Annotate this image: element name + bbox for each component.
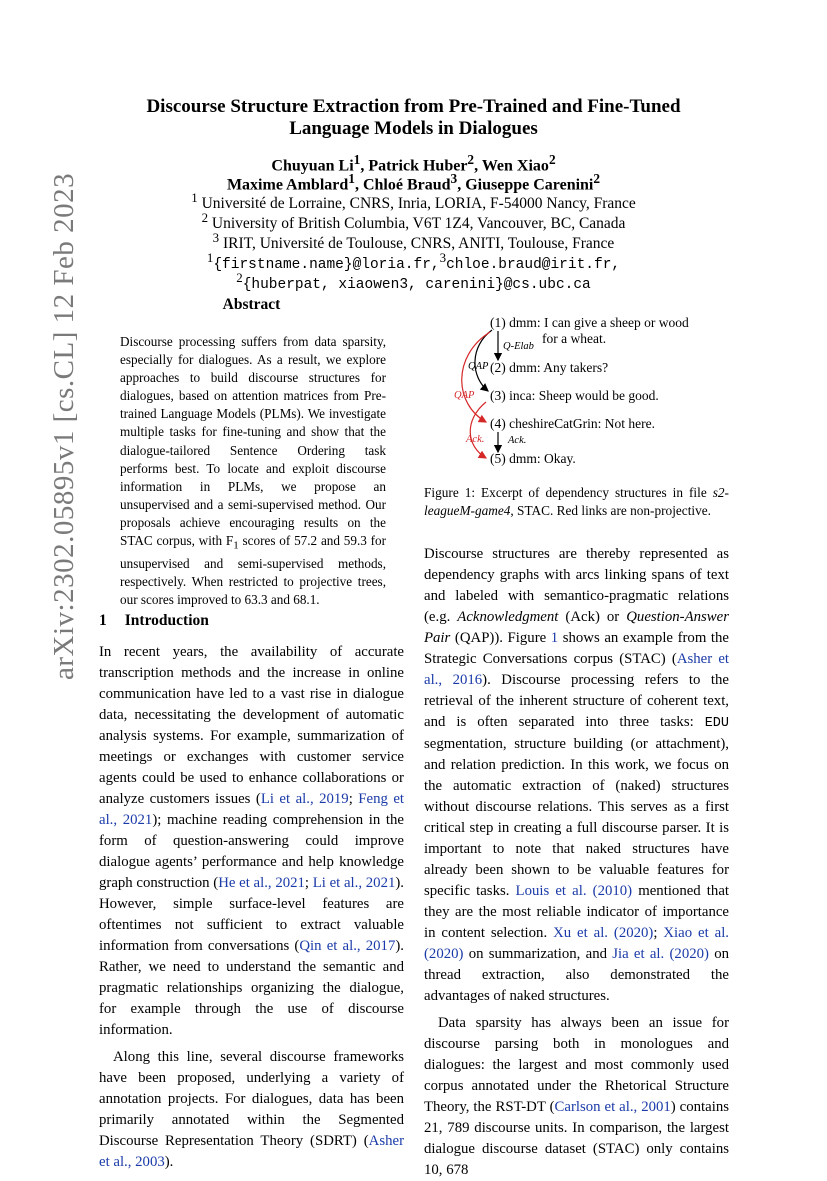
text: In recent years, the availability of accurate transcription methods and the increase in online communication have led to a vast rise in dialogue data, necessitating the development of automatic analysis systems. For example, summarization of meetings or exchanges with customer service agents could be used to enhance collaborations or analyze customers issues (	[99, 644, 404, 807]
text: ). However, simple surface-level features are oftentimes not sufficient to extract valuable information from conversations (	[99, 875, 405, 954]
author-name: Maxime Amblard	[226, 176, 349, 194]
label-ack-black: Ack.	[508, 435, 527, 446]
caption-text: , STAC. Red links are non-projective.	[510, 503, 711, 518]
author-name: Chloé Braud	[362, 176, 451, 194]
citation-link[interactable]: Asher et al., 2016	[424, 651, 729, 688]
affil-sup: 1	[191, 190, 198, 205]
right-column	[424, 544, 729, 1181]
citation-link[interactable]: Carlson et al., 2001	[554, 1099, 671, 1115]
utterance-4: (4) cheshireCatGrin: Not here.	[490, 416, 655, 431]
author-name: Giuseppe Carenini	[465, 176, 594, 194]
left-column	[99, 642, 404, 1173]
citation-link[interactable]: Asher et al., 2003	[99, 1133, 404, 1170]
text: ;	[304, 875, 313, 891]
text: ).	[164, 1154, 174, 1170]
title-line-2: Language Models in Dialogues	[289, 118, 538, 139]
text: ). Discourse processing refers to the retrieval of the inherent structure of coherent text, and is often separated into three tasks:	[424, 672, 729, 730]
text: on summarization, and	[463, 946, 613, 962]
author-sup: 1	[353, 152, 361, 167]
text: ;	[653, 925, 664, 941]
author-sup: 2	[548, 152, 556, 167]
abstract-heading: Abstract	[222, 296, 281, 313]
abstract-text: Discourse processing suffers from data sparsity, especially for dialogues. As a result, we explore approaches to build discourse structures for dialogues, based on attention matrices from Pre-trained Language Models (PLMs). We investigate multiple tasks for fine-tuning and show that the dialogue-tailored Sentence Ordering task performs best. To locate and exploit discourse information in PLMs, we propose an unsupervised and a semi-supervised method. Our proposals achieve encouraging results on the STAC corpus, with F	[120, 334, 386, 549]
citation-link[interactable]: Jia et al. (2020)	[612, 946, 709, 962]
citation-link[interactable]: Xiao et al. (2020)	[424, 925, 729, 962]
term-qap: Question-Answer Pair	[424, 609, 729, 646]
utterance-3: (3) inca: Sheep would be good.	[490, 388, 659, 403]
author-sup: 3	[450, 171, 458, 186]
figure-1-diagram	[424, 308, 729, 478]
label-qap-black: QAP	[468, 361, 489, 372]
title-line-1: Discourse Structure Extraction from Pre-Trained and Fine-Tuned	[146, 96, 681, 117]
email-text[interactable]: {firstname.name}@loria.fr,	[213, 257, 440, 274]
label-ack-red: Ack.	[466, 434, 485, 445]
citation-link[interactable]: Louis et al. (2010)	[515, 883, 633, 899]
text: mentioned that they are the most reliable indicator of importance in content selection.	[424, 883, 729, 941]
utterance-1: (1) dmm: I can give a sheep or wood	[490, 315, 689, 330]
text: on thread extraction, also demonstrated the advantages of naked structures.	[424, 946, 729, 1004]
caption-label: Figure 1:	[424, 485, 476, 500]
affil-sup: 2	[201, 210, 209, 225]
citation-link[interactable]: Feng et al., 2021	[99, 791, 404, 828]
author-sup: 1	[348, 171, 355, 186]
utterance-2: (2) dmm: Any takers?	[490, 360, 609, 375]
label-qap-red: QAP	[454, 390, 475, 401]
email-sup: 1	[206, 250, 214, 265]
link-qap-red	[462, 332, 490, 422]
paragraph	[424, 544, 729, 1007]
affil-sup: 3	[212, 230, 220, 245]
paragraph	[99, 1047, 404, 1173]
email-line-2	[0, 268, 827, 295]
text: Discourse structures are thereby represented as dependency graphs with arcs linking spans of text and labeled with semantico-pragmatic relations (e.g.	[424, 546, 729, 625]
citation-link[interactable]: Qin et al., 2017	[299, 938, 396, 954]
email-sup: 2	[236, 270, 243, 285]
figure-1-caption	[424, 484, 729, 520]
f1-subscript: 1	[233, 539, 239, 552]
affil-text: University of British Columbia, V6T 1Z4, Vancouver, BC, Canada	[211, 215, 626, 233]
author-sup: 2	[593, 171, 601, 186]
text: Along this line, several discourse frameworks have been proposed, underlying a variety of annotation projects. For dialogues, data has been primarily annotated within the Segmented Discourse Representation Theory (SDRT) (	[99, 1049, 404, 1149]
term-ack: Acknowledgment	[457, 609, 559, 625]
author-name: Patrick Huber	[368, 157, 468, 175]
affil-text: Université de Lorraine, CNRS, Inria, LORIA, F-54000 Nancy, France	[201, 195, 636, 213]
caption-file: s2-leagueM-game4	[424, 485, 729, 518]
text: Data sparsity has always been an issue for discourse parsing both in monologues and dialogues: the largest and most commonly used corpus annotated under the Rhetorical Structure Theory, the RST-DT (	[424, 1015, 729, 1115]
section-heading	[99, 612, 209, 630]
abstract-text: scores of 57.2 and 59.3 for unsupervised and semi-supervised methods, respectively. When restricted to projective trees, our scores improved to 63.3 and 68.1.	[120, 533, 387, 607]
author-name: Chuyuan Li	[271, 157, 354, 175]
section-title: Introduction	[124, 612, 209, 629]
text: ;	[348, 791, 359, 807]
author-sup: 2	[467, 152, 475, 167]
text: (QAP)). Figure	[450, 630, 551, 646]
email-text[interactable]: chloe.braud@irit.fr,	[446, 257, 621, 274]
citation-link[interactable]: Li et al., 2019	[260, 791, 349, 807]
citation-link[interactable]: Xu et al. (2020)	[553, 925, 654, 941]
citation-link[interactable]: He et al., 2021	[218, 875, 305, 891]
author-name: Wen Xiao	[481, 157, 549, 175]
author-line-1: Chuyuan Li$^1$, Patrick Huber$^2$, Wen Xiao$^2$	[271, 152, 556, 175]
abstract-body	[120, 333, 386, 609]
paper-title	[0, 96, 827, 140]
paragraph	[424, 1013, 729, 1181]
utterance-1-cont: for a wheat.	[542, 331, 607, 346]
text: shows an example from the Strategic Conversations corpus (STAC) (	[424, 630, 729, 667]
author-line-2: Maxime Amblard$^1$, Chloé Braud$^3$, Giuseppe Carenini$^2$	[226, 171, 601, 194]
arxiv-id: arXiv:2302.05895v1 [cs.CL] 12 Feb 2023	[48, 172, 80, 680]
email-text[interactable]: {huberpat, xiaowen3, carenini}@cs.ubc.ca	[242, 277, 591, 294]
text: ). Rather, we need to understand the semantic and pragmatic relationships organizing the dialogue, for example through the use of discourse information.	[99, 938, 404, 1038]
text: ) contains 21, 789 discourse units. In comparison, the largest dialogue discourse dataset (STAC) only contains 10, 678	[424, 1099, 729, 1178]
citation-link[interactable]: Li et al., 2021	[312, 875, 396, 891]
affil-text: IRIT, Université de Toulouse, CNRS, ANITI, Toulouse, France	[223, 235, 615, 253]
term-edu: EDU	[704, 716, 729, 731]
paragraph	[99, 642, 404, 1041]
text: (Ack) or	[558, 609, 627, 625]
section-number: 1	[99, 612, 107, 629]
text: ); machine reading comprehension in the form of question-answering could improve dialogue agents’ performance and help knowledge graph construction (	[99, 812, 404, 891]
utterance-5: (5) dmm: Okay.	[490, 451, 576, 466]
caption-text: Excerpt of dependency structures in file	[475, 485, 713, 500]
figure-ref-link[interactable]: 1	[550, 630, 559, 646]
email-sup: 3	[439, 250, 447, 265]
label-q-elab: Q-Elab	[503, 341, 534, 352]
text: segmentation, structure building (or attachment), and relation prediction. In this work, we focus on the automatic extraction of (naked) structures without discourse relations. This serves as a first critical step in creating a full discourse parser. It is important to note that naked structures have already been shown to be valuable features for specific tasks.	[424, 736, 729, 899]
